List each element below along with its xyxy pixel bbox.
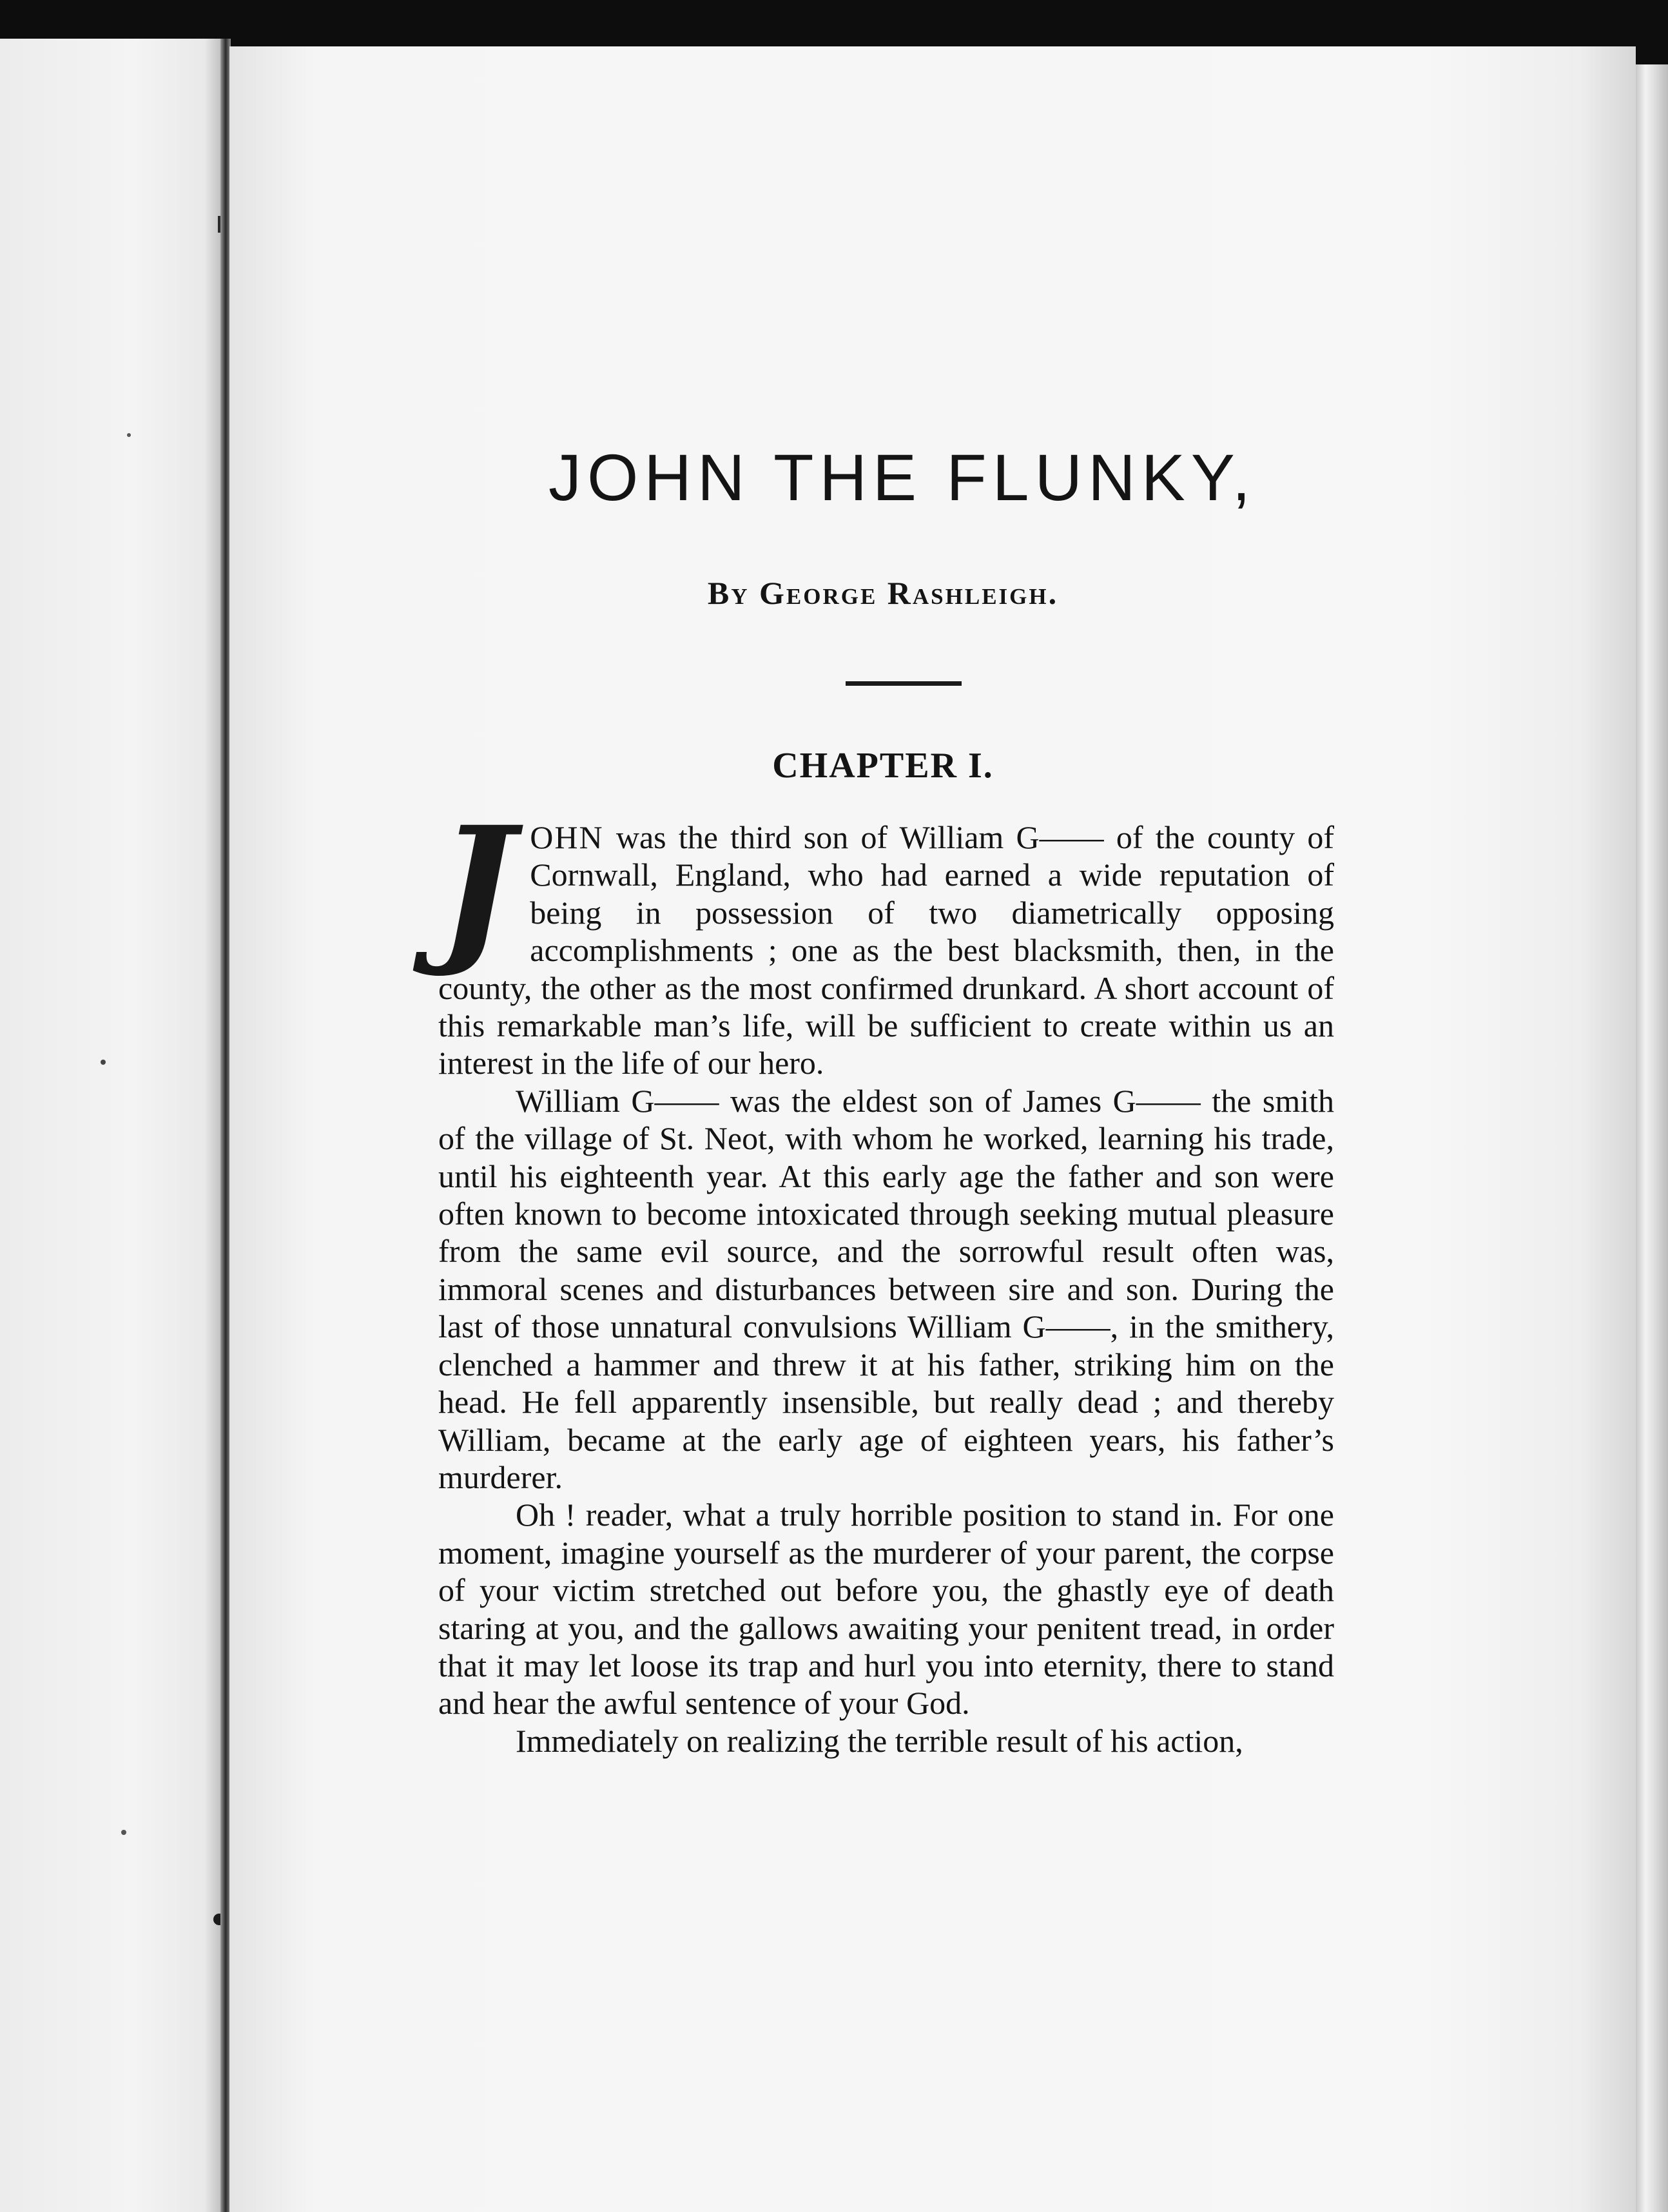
chapter-text xyxy=(438,791,1334,1760)
paragraph-text: was the third son of William G—— of the county of Cornwall, England, who had earned a wide reputation of being in possession of two diametrically opposing accomplishments ; one as the best blacksmith, then, in the county, the other as the most confirmed drunkard. A short account of this remarkable man’s life, will be sufficient to create within us an interest in the life of our hero. xyxy=(438,819,1334,1082)
left-page-specks xyxy=(0,0,222,2212)
title-divider xyxy=(846,681,962,686)
paragraph xyxy=(438,791,1334,1082)
paragraph: Immediately on realizing the terrible result of his action, xyxy=(516,1722,1243,1759)
first-word-rest: OHN xyxy=(530,819,604,855)
book-title: JOHN THE FLUNKY, xyxy=(548,441,1257,514)
drop-cap: J xyxy=(438,791,515,980)
paragraph: William G—— was the eldest son of James G—— the smith of the village of St. Neot, with whom he worked, learning his trade, until his eighteenth year. At this early age the father and son were often known to become intoxicated through seeking mutual pleasure from the same evil source, and the sorrowful result often was, immoral scenes and disturbances between sire and son. During the last of those unnatural convulsions William G——, in the smithery, clenched a hammer and threw it at his father, striking him on the head. He fell apparently insensible, but really dead ; and thereby William, became at the early age of eighteen years, his father’s murderer. xyxy=(438,1082,1334,1495)
page-edge xyxy=(1636,64,1668,2212)
author-byline: By George Rashleigh. xyxy=(707,575,1059,611)
paragraph: Oh ! reader, what a truly horrible position to stand in. For one moment, imagine yourself as the murderer of your parent, the corpse of your victim stretched out before you, the ghastly eye of death staring at you, and the gallows awaiting your penitent tread, in order that it may let loose its trap and hurl you into eternity, there to stand and hear the awful sentence of your God. xyxy=(438,1497,1334,1722)
chapter-heading: CHAPTER I. xyxy=(772,746,994,786)
